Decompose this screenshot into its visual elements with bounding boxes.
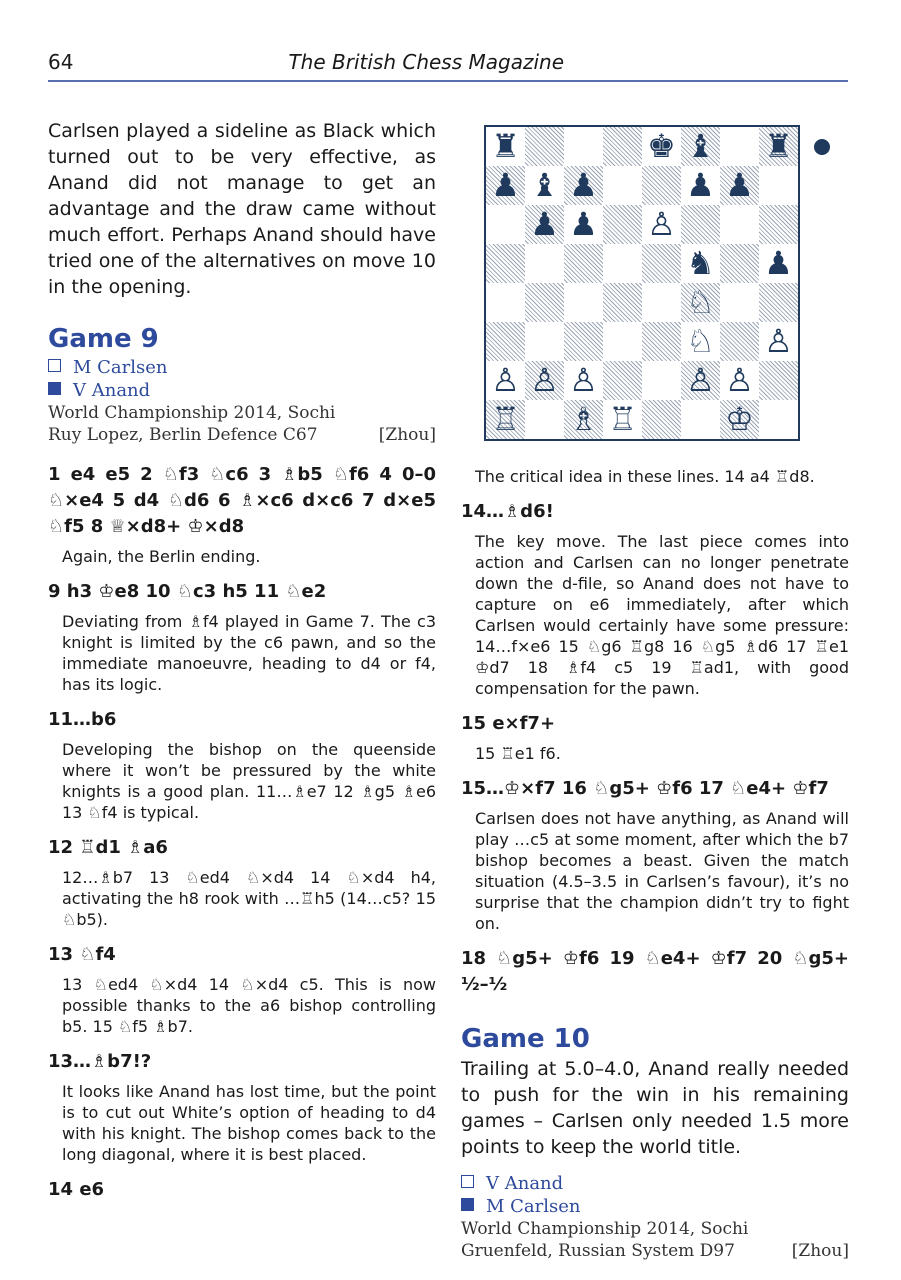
event-line: World Championship 2014, Sochi: [461, 1219, 749, 1239]
board-square-e2: [642, 361, 681, 400]
piece-b2: ♙: [530, 361, 559, 399]
board-square-g8: [720, 127, 759, 166]
piece-a1: ♖: [491, 400, 520, 438]
white-player: M Carlsen: [48, 356, 436, 379]
piece-c2: ♙: [569, 361, 598, 399]
white-square-icon: [461, 1175, 474, 1188]
piece-c1: ♗: [569, 400, 598, 438]
piece-g2: ♙: [725, 361, 754, 399]
comment: The critical idea in these lines. 14 a4 ♖d8.: [475, 467, 815, 486]
piece-a8: ♜: [491, 127, 520, 165]
piece-f5: ♞: [686, 244, 715, 282]
piece-f2: ♙: [686, 361, 715, 399]
comment: Deviating from ♗f4 played in Game 7. The c3 knight is limited by the c6 pawn, and so the immediate manoeuvre, heading to d4 or f4, has its logic.: [62, 612, 436, 694]
black-player: V Anand: [48, 379, 436, 402]
piece-g1: ♔: [725, 400, 754, 438]
board-square-c5: [564, 244, 603, 283]
piece-e6: ♙: [647, 205, 676, 243]
chess-diagram: [484, 125, 800, 441]
piece-h8: ♜: [764, 127, 793, 165]
move-line: 15…♔×f7 16 ♘g5+ ♔f6 17 ♘e4+ ♔f7: [461, 778, 829, 799]
move-line: 15 e×f7+: [461, 713, 556, 734]
comment: 15 ♖e1 f6.: [475, 744, 561, 763]
board-square-b5: [525, 244, 564, 283]
annotator: [Zhou]: [378, 425, 436, 445]
board-square-d5: [603, 244, 642, 283]
comment: It looks like Anand has lost time, but the point is to cut out White’s option of heading to d4 with his knight. The bishop comes back to the long diagonal, where it is best placed.: [62, 1082, 436, 1164]
board-square-d6: [603, 205, 642, 244]
move-line: 13…♗b7!?: [48, 1051, 152, 1072]
board-square-d8: [603, 127, 642, 166]
board-square-g3: [720, 322, 759, 361]
piece-h5: ♟: [764, 244, 793, 282]
board-square-e1: [642, 400, 681, 439]
move-line: 11…b6: [48, 709, 117, 730]
piece-b6: ♟: [530, 205, 559, 243]
piece-h3: ♙: [764, 322, 793, 360]
opening-line: Ruy Lopez, Berlin Defence C67 [Zhou]: [48, 425, 436, 445]
piece-a2: ♙: [491, 361, 520, 399]
board-square-g6: [720, 205, 759, 244]
comment: The key move. The last piece comes into action and Carlsen can no longer penetrate down the d-file, so Anand does not have to capture on e6 immediately, after which Carlsen would certainly have some pressure: 14…f×e6 15 ♘g6 ♖g8 16 ♘g5 ♗d6 17 ♖e1 ♔d7 18 ♗f4 c5 19 ♖ad1, with good compensation for the pawn.: [475, 532, 849, 698]
board-square-g5: [720, 244, 759, 283]
white-player: V Anand: [461, 1172, 849, 1195]
board-square-c3: [564, 322, 603, 361]
board-square-e4: [642, 283, 681, 322]
board-square-b3: [525, 322, 564, 361]
piece-d1: ♖: [608, 400, 637, 438]
comment: 12…♗b7 13 ♘ed4 ♘×d4 14 ♘×d4 h4, activating the h8 rook with …♖h5 (14…c5? 15 ♘b5).: [62, 868, 436, 929]
board-square-d2: [603, 361, 642, 400]
move-line: 13 ♘f4: [48, 944, 116, 965]
comment: Developing the bishop on the queenside where it won’t be pressured by the white knights is a good plan. 11…♗e7 12 ♗g5 ♗e6 13 ♘f4 is typical.: [62, 740, 436, 822]
white-square-icon: [48, 359, 61, 372]
board-square-h4: [759, 283, 798, 322]
move-line: 18 ♘g5+ ♔f6 19 ♘e4+ ♔f7 20 ♘g5+ ½–½: [461, 948, 849, 995]
annotator: [Zhou]: [791, 1241, 849, 1261]
board-square-g4: [720, 283, 759, 322]
piece-f7: ♟: [686, 166, 715, 204]
move-line: 12 ♖d1 ♗a6: [48, 837, 168, 858]
piece-f3: ♘: [686, 322, 715, 360]
board-square-h7: [759, 166, 798, 205]
black-to-move-icon: [814, 139, 830, 155]
piece-c7: ♟: [569, 166, 598, 204]
header-rule: [48, 80, 848, 82]
board-square-e5: [642, 244, 681, 283]
piece-b7: ♝: [530, 166, 559, 204]
piece-f4: ♘: [686, 283, 715, 321]
board-square-h1: [759, 400, 798, 439]
piece-a7: ♟: [491, 166, 520, 204]
board-square-h6: [759, 205, 798, 244]
board-square-b1: [525, 400, 564, 439]
move-line: 9 h3 ♔e8 10 ♘c3 h5 11 ♘e2: [48, 581, 327, 602]
board-square-a5: [486, 244, 525, 283]
move-line: 14…♗d6!: [461, 501, 554, 522]
board-square-e7: [642, 166, 681, 205]
board-square-d4: [603, 283, 642, 322]
black-square-icon: [461, 1198, 474, 1211]
board-square-b4: [525, 283, 564, 322]
game-9-heading: Game 9: [48, 324, 159, 354]
board-square-b8: [525, 127, 564, 166]
comment: Carlsen does not have anything, as Anand will play …c5 at some moment, after which the b7 bishop becomes a beast. Given the match situation (4.5–3.5 in Carlsen’s favour), it’s no surprise that the champion didn’t try to fight on.: [475, 809, 849, 933]
move-line: 1 e4 e5 2 ♘f3 ♘c6 3 ♗b5 ♘f6 4 0–0 ♘×e4 5 d4 ♘d6 6 ♗×c6 d×c6 7 d×e5 ♘f5 8 ♕×d8+ ♔×d8: [48, 464, 436, 537]
board-square-a6: [486, 205, 525, 244]
board-square-d7: [603, 166, 642, 205]
board-square-a4: [486, 283, 525, 322]
running-title: The British Chess Magazine: [288, 50, 564, 74]
board-square-c8: [564, 127, 603, 166]
page-number: 64: [48, 50, 74, 74]
board-square-f6: [681, 205, 720, 244]
piece-g7: ♟: [725, 166, 754, 204]
board-square-a3: [486, 322, 525, 361]
piece-c6: ♟: [569, 205, 598, 243]
board-square-d3: [603, 322, 642, 361]
comment: 13 ♘ed4 ♘×d4 14 ♘×d4 c5. This is now possible thanks to the a6 bishop controlling b5. 15 ♘f5 ♗b7.: [62, 975, 436, 1036]
board-square-f1: [681, 400, 720, 439]
intro-paragraph: Carlsen played a sideline as Black which turned out to be very effective, as Anand did not manage to get an advantage and the draw came without much effort. Perhaps Anand should have tried one of the alternatives on move 10 in the opening.: [48, 120, 436, 298]
game-10-intro: Trailing at 5.0–4.0, Anand really needed to push for the win in his remaining games – Carlsen only needed 1.5 more points to keep the world title.: [461, 1058, 849, 1158]
comment: Again, the Berlin ending.: [62, 547, 261, 566]
black-player: M Carlsen: [461, 1195, 849, 1218]
right-column: [461, 466, 849, 1262]
opening-line: Gruenfeld, Russian System D97 [Zhou]: [461, 1241, 849, 1261]
move-line: 14 e6: [48, 1179, 105, 1200]
game-10-heading: Game 10: [461, 1024, 590, 1054]
left-column: [48, 118, 436, 1209]
piece-f8: ♝: [686, 127, 715, 165]
board-square-c4: [564, 283, 603, 322]
board-square-e3: [642, 322, 681, 361]
black-square-icon: [48, 382, 61, 395]
piece-e8: ♚: [647, 127, 676, 165]
event-line: World Championship 2014, Sochi: [48, 403, 336, 423]
board-square-h2: [759, 361, 798, 400]
